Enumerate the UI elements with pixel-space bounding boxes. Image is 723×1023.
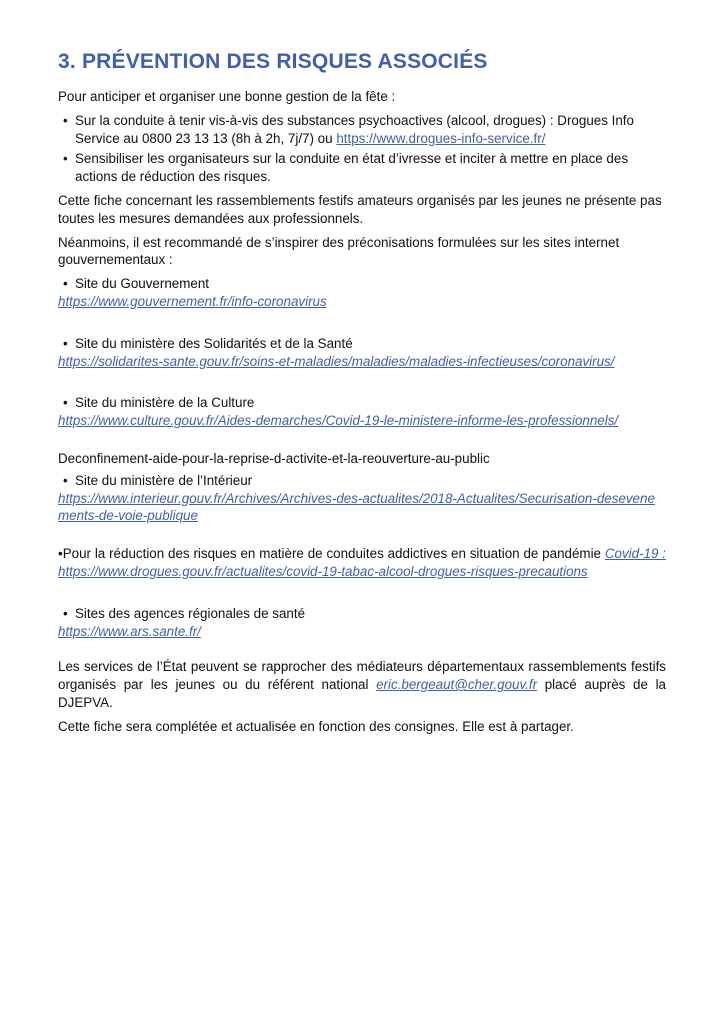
bullet-text: Sur la conduite à tenir vis-à-vis des substances psychoactives (alcool, drogues) : Drogues Info Service au 0800 23 13 13 (8h à 2h, 7j/7) ou xyxy=(75,112,634,146)
interieur-link[interactable]: https://www.interieur.gouv.fr/Archives/Archives-des-actualites/2018-Actualites/Securisation-desevenements-de-voie-publique xyxy=(58,490,655,524)
prevention-bullet-list xyxy=(58,112,666,186)
deconfinement-line: Deconfinement-aide-pour-la-reprise-d-activite-et-la-reouverture-au-public xyxy=(58,450,490,466)
referent-email-link[interactable]: eric.bergeaut@cher.gouv.fr xyxy=(376,677,538,693)
bullet-text: Sensibiliser les organisateurs sur la conduite en état d’ivresse et inciter à mettre en place des actions de réduction des risques. xyxy=(75,151,629,185)
ars-link[interactable]: https://www.ars.sante.fr/ xyxy=(58,623,201,639)
site-title: • Site du ministère de la Culture xyxy=(58,394,666,412)
closing-text-before: Les services de l’État peuvent se rapprocher des médiateurs départementaux rassemblements festifs organisés par les jeunes ou du référent national xyxy=(58,659,666,693)
paragraph-recommendation: Néanmoins, il est recommandé de s’inspirer des préconisations formulées sur les sites internet gouvernementaux : xyxy=(58,234,620,268)
site-title: • Site du ministère des Solidarités et de la Santé xyxy=(58,335,666,353)
solidarites-sante-link[interactable]: https://solidarites-sante.gouv.fr/soins-et-maladies/maladies/maladies-infectieuses/coronavirus/ xyxy=(58,353,615,369)
paragraph-measures: Cette fiche concernant les rassemblements festifs amateurs organisés par les jeunes ne présente pas toutes les mesures demandées aux professionnels. xyxy=(58,192,662,226)
drogues-gouv-link[interactable]: https://www.drogues.gouv.fr/actualites/covid-19-tabac-alcool-drogues-risques-precautions xyxy=(58,563,588,579)
covid-prefix: Covid-19 : xyxy=(604,546,666,562)
site-entry-solidarites-sante xyxy=(58,335,666,371)
addictions-paragraph xyxy=(58,545,666,581)
site-title: • Site du ministère de l’Intérieur xyxy=(58,472,666,490)
drogues-info-service-link[interactable]: https://www.drogues-info-service.fr/ xyxy=(336,130,546,146)
closing-text-after: placé auprès de la DJEPVA. xyxy=(58,677,666,710)
closing-paragraph xyxy=(58,658,666,711)
site-entry-ars xyxy=(58,605,666,641)
list-item xyxy=(58,150,666,186)
gouvernement-link[interactable]: https://www.gouvernement.fr/info-coronavirus xyxy=(58,293,327,309)
intro-text: Pour anticiper et organiser une bonne gestion de la fête : xyxy=(58,89,396,104)
site-entry-culture xyxy=(58,394,666,430)
site-entry-gouvernement xyxy=(58,275,666,311)
list-item xyxy=(58,112,666,148)
document-page xyxy=(58,48,666,742)
addictions-text: • Pour la réduction des risques en matière de conduites addictives en situation de pandémie xyxy=(58,546,605,561)
section-heading: 3. PRÉVENTION DES RISQUES ASSOCIÉS xyxy=(58,50,488,73)
site-entry-interieur xyxy=(58,472,666,525)
closing-note: Cette fiche sera complétée et actualisée en fonction des consignes. Elle est à partager. xyxy=(58,718,574,734)
site-title: • Site du Gouvernement xyxy=(58,275,666,293)
site-title: • Sites des agences régionales de santé xyxy=(58,605,666,623)
culture-link[interactable]: https://www.culture.gouv.fr/Aides-demarches/Covid-19-le-ministere-informe-les-professionnels/ xyxy=(58,413,619,429)
